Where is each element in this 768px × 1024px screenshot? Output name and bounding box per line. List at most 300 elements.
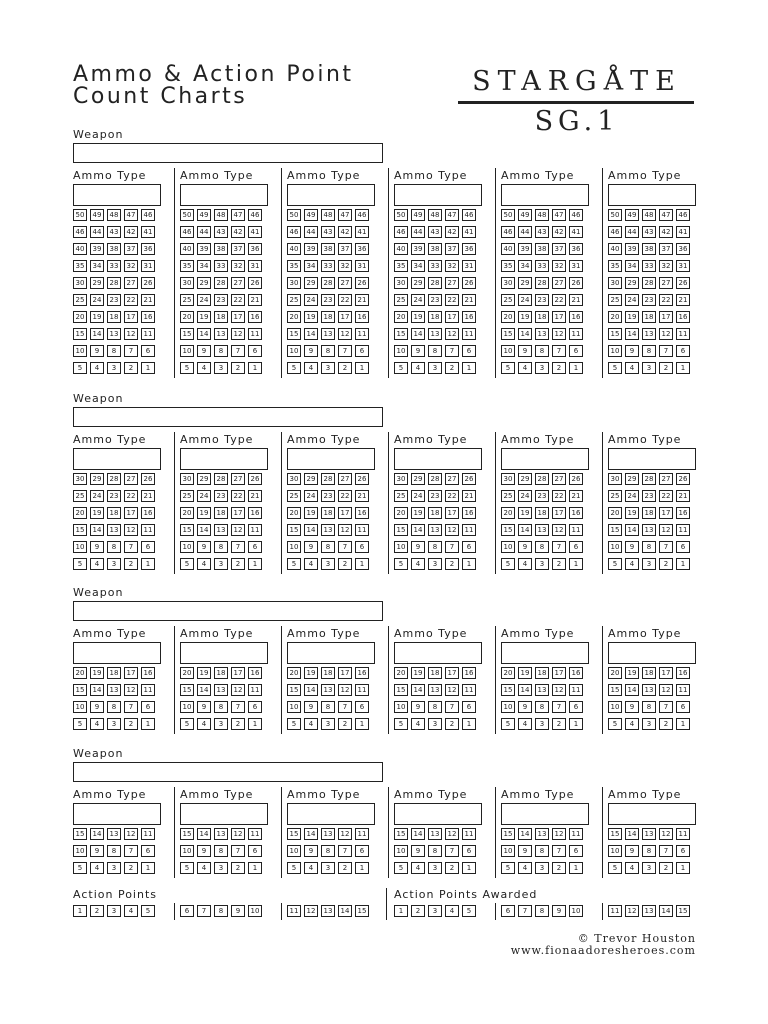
ammo-count-box[interactable]: 39: [90, 243, 104, 255]
ammo-count-box[interactable]: 7: [338, 345, 352, 357]
ammo-count-box[interactable]: 26: [248, 277, 262, 289]
ammo-count-box[interactable]: 4: [625, 862, 639, 874]
ammo-count-box[interactable]: 9: [518, 345, 532, 357]
ammo-count-box[interactable]: 20: [180, 507, 194, 519]
ammo-count-box[interactable]: 17: [338, 311, 352, 323]
ammo-count-box[interactable]: 17: [231, 311, 245, 323]
ammo-count-box[interactable]: 17: [445, 507, 459, 519]
ammo-count-box[interactable]: 4: [304, 558, 318, 570]
ammo-count-box[interactable]: 6: [248, 345, 262, 357]
ammo-count-box[interactable]: 10: [73, 701, 87, 713]
ammo-count-box[interactable]: 2: [552, 558, 566, 570]
ammo-count-box[interactable]: 9: [625, 345, 639, 357]
ammo-count-box[interactable]: 8: [214, 541, 228, 553]
ammo-count-box[interactable]: 40: [73, 243, 87, 255]
ammo-count-box[interactable]: 18: [428, 667, 442, 679]
ammo-count-box[interactable]: 6: [248, 845, 262, 857]
ammo-count-box[interactable]: 27: [338, 277, 352, 289]
ammo-count-box[interactable]: 11: [248, 328, 262, 340]
ammo-count-box[interactable]: 3: [214, 362, 228, 374]
ammo-count-box[interactable]: 4: [90, 862, 104, 874]
ammo-count-box[interactable]: 5: [180, 558, 194, 570]
ammo-count-box[interactable]: 9: [625, 541, 639, 553]
ammo-count-box[interactable]: 50: [73, 209, 87, 221]
ammo-count-box[interactable]: 6: [462, 541, 476, 553]
ammo-count-box[interactable]: 10: [180, 845, 194, 857]
ammo-count-box[interactable]: 6: [676, 345, 690, 357]
ammo-count-box[interactable]: 9: [411, 345, 425, 357]
ammo-count-box[interactable]: 4: [625, 362, 639, 374]
action-point-awarded-box[interactable]: 2: [411, 905, 425, 917]
ammo-count-box[interactable]: 9: [90, 845, 104, 857]
ammo-count-box[interactable]: 40: [394, 243, 408, 255]
ammo-count-box[interactable]: 15: [73, 328, 87, 340]
ammo-count-box[interactable]: 11: [676, 524, 690, 536]
ammo-count-box[interactable]: 1: [248, 362, 262, 374]
ammo-count-box[interactable]: 5: [180, 718, 194, 730]
ammo-count-box[interactable]: 2: [659, 362, 673, 374]
ammo-count-box[interactable]: 37: [445, 243, 459, 255]
ammo-count-box[interactable]: 20: [73, 311, 87, 323]
ammo-count-box[interactable]: 19: [90, 507, 104, 519]
ammo-count-box[interactable]: 28: [642, 473, 656, 485]
ammo-count-box[interactable]: 6: [462, 345, 476, 357]
ammo-count-box[interactable]: 5: [608, 718, 622, 730]
ammo-count-box[interactable]: 44: [90, 226, 104, 238]
ammo-count-box[interactable]: 38: [535, 243, 549, 255]
ammo-count-box[interactable]: 3: [107, 718, 121, 730]
ammo-type-field[interactable]: [73, 184, 161, 206]
ammo-count-box[interactable]: 21: [676, 294, 690, 306]
ammo-count-box[interactable]: 6: [676, 541, 690, 553]
ammo-count-box[interactable]: 1: [462, 362, 476, 374]
ammo-count-box[interactable]: 7: [124, 845, 138, 857]
ammo-count-box[interactable]: 7: [445, 845, 459, 857]
ammo-count-box[interactable]: 7: [445, 345, 459, 357]
ammo-count-box[interactable]: 7: [124, 541, 138, 553]
ammo-count-box[interactable]: 17: [231, 667, 245, 679]
ammo-count-box[interactable]: 12: [124, 328, 138, 340]
ammo-count-box[interactable]: 50: [180, 209, 194, 221]
ammo-count-box[interactable]: 7: [659, 701, 673, 713]
ammo-count-box[interactable]: 6: [462, 701, 476, 713]
ammo-count-box[interactable]: 6: [355, 541, 369, 553]
ammo-count-box[interactable]: 9: [625, 701, 639, 713]
ammo-count-box[interactable]: 43: [214, 226, 228, 238]
ammo-count-box[interactable]: 18: [107, 507, 121, 519]
ammo-count-box[interactable]: 20: [501, 507, 515, 519]
ammo-count-box[interactable]: 2: [659, 558, 673, 570]
ammo-count-box[interactable]: 2: [552, 862, 566, 874]
action-point-awarded-box[interactable]: 1: [394, 905, 408, 917]
ammo-count-box[interactable]: 12: [445, 328, 459, 340]
ammo-count-box[interactable]: 36: [462, 243, 476, 255]
ammo-count-box[interactable]: 7: [124, 345, 138, 357]
ammo-count-box[interactable]: 33: [428, 260, 442, 272]
ammo-count-box[interactable]: 46: [608, 226, 622, 238]
ammo-count-box[interactable]: 27: [124, 277, 138, 289]
ammo-count-box[interactable]: 14: [197, 828, 211, 840]
ammo-count-box[interactable]: 2: [124, 362, 138, 374]
ammo-count-box[interactable]: 21: [569, 490, 583, 502]
ammo-count-box[interactable]: 10: [608, 701, 622, 713]
ammo-count-box[interactable]: 1: [141, 718, 155, 730]
ammo-count-box[interactable]: 9: [518, 541, 532, 553]
ammo-count-box[interactable]: 15: [394, 328, 408, 340]
ammo-count-box[interactable]: 29: [90, 473, 104, 485]
ammo-count-box[interactable]: 17: [445, 311, 459, 323]
ammo-count-box[interactable]: 4: [625, 558, 639, 570]
ammo-count-box[interactable]: 3: [214, 558, 228, 570]
ammo-count-box[interactable]: 49: [625, 209, 639, 221]
ammo-count-box[interactable]: 14: [411, 328, 425, 340]
ammo-count-box[interactable]: 10: [73, 541, 87, 553]
ammo-type-field[interactable]: [73, 642, 161, 664]
ammo-count-box[interactable]: 12: [231, 684, 245, 696]
ammo-count-box[interactable]: 32: [552, 260, 566, 272]
ammo-count-box[interactable]: 11: [355, 328, 369, 340]
action-point-awarded-box[interactable]: 11: [608, 905, 622, 917]
ammo-count-box[interactable]: 24: [518, 490, 532, 502]
ammo-count-box[interactable]: 18: [428, 507, 442, 519]
ammo-count-box[interactable]: 21: [355, 490, 369, 502]
ammo-count-box[interactable]: 25: [501, 490, 515, 502]
ammo-count-box[interactable]: 2: [338, 558, 352, 570]
ammo-count-box[interactable]: 8: [428, 701, 442, 713]
ammo-count-box[interactable]: 11: [676, 328, 690, 340]
ammo-count-box[interactable]: 21: [141, 490, 155, 502]
ammo-count-box[interactable]: 23: [642, 294, 656, 306]
ammo-count-box[interactable]: 10: [394, 845, 408, 857]
ammo-count-box[interactable]: 8: [535, 701, 549, 713]
ammo-count-box[interactable]: 14: [518, 828, 532, 840]
ammo-count-box[interactable]: 1: [248, 862, 262, 874]
ammo-count-box[interactable]: 11: [248, 524, 262, 536]
ammo-count-box[interactable]: 7: [552, 701, 566, 713]
ammo-count-box[interactable]: 15: [180, 328, 194, 340]
action-point-awarded-box[interactable]: 7: [518, 905, 532, 917]
ammo-count-box[interactable]: 13: [642, 524, 656, 536]
ammo-count-box[interactable]: 11: [569, 684, 583, 696]
ammo-count-box[interactable]: 48: [321, 209, 335, 221]
ammo-count-box[interactable]: 12: [552, 328, 566, 340]
ammo-count-box[interactable]: 9: [411, 701, 425, 713]
action-point-box[interactable]: 8: [214, 905, 228, 917]
ammo-count-box[interactable]: 6: [462, 845, 476, 857]
ammo-count-box[interactable]: 11: [141, 828, 155, 840]
ammo-count-box[interactable]: 3: [535, 718, 549, 730]
ammo-count-box[interactable]: 28: [535, 473, 549, 485]
ammo-count-box[interactable]: 2: [231, 862, 245, 874]
ammo-count-box[interactable]: 11: [355, 524, 369, 536]
weapon-name-field[interactable]: [73, 762, 383, 782]
ammo-count-box[interactable]: 42: [659, 226, 673, 238]
ammo-count-box[interactable]: 10: [608, 345, 622, 357]
ammo-count-box[interactable]: 32: [124, 260, 138, 272]
ammo-count-box[interactable]: 26: [141, 277, 155, 289]
ammo-count-box[interactable]: 15: [394, 684, 408, 696]
action-point-box[interactable]: 11: [287, 905, 301, 917]
ammo-count-box[interactable]: 41: [248, 226, 262, 238]
ammo-count-box[interactable]: 14: [304, 328, 318, 340]
ammo-count-box[interactable]: 37: [338, 243, 352, 255]
ammo-count-box[interactable]: 13: [535, 524, 549, 536]
ammo-count-box[interactable]: 28: [428, 277, 442, 289]
ammo-count-box[interactable]: 5: [608, 862, 622, 874]
ammo-count-box[interactable]: 47: [552, 209, 566, 221]
ammo-count-box[interactable]: 44: [197, 226, 211, 238]
ammo-count-box[interactable]: 15: [608, 684, 622, 696]
ammo-count-box[interactable]: 43: [107, 226, 121, 238]
ammo-count-box[interactable]: 30: [73, 277, 87, 289]
ammo-count-box[interactable]: 19: [411, 311, 425, 323]
ammo-count-box[interactable]: 16: [248, 667, 262, 679]
ammo-count-box[interactable]: 15: [394, 828, 408, 840]
ammo-count-box[interactable]: 5: [73, 558, 87, 570]
ammo-count-box[interactable]: 17: [338, 507, 352, 519]
ammo-count-box[interactable]: 4: [304, 718, 318, 730]
ammo-count-box[interactable]: 19: [90, 667, 104, 679]
action-point-box[interactable]: 9: [231, 905, 245, 917]
ammo-count-box[interactable]: 34: [90, 260, 104, 272]
ammo-type-field[interactable]: [287, 184, 375, 206]
ammo-count-box[interactable]: 35: [73, 260, 87, 272]
ammo-count-box[interactable]: 31: [676, 260, 690, 272]
ammo-count-box[interactable]: 3: [107, 862, 121, 874]
ammo-count-box[interactable]: 24: [411, 490, 425, 502]
ammo-count-box[interactable]: 16: [355, 667, 369, 679]
ammo-count-box[interactable]: 33: [107, 260, 121, 272]
ammo-count-box[interactable]: 3: [428, 362, 442, 374]
ammo-count-box[interactable]: 10: [501, 701, 515, 713]
ammo-count-box[interactable]: 2: [552, 718, 566, 730]
ammo-count-box[interactable]: 44: [518, 226, 532, 238]
ammo-type-field[interactable]: [394, 803, 482, 825]
ammo-count-box[interactable]: 17: [338, 667, 352, 679]
ammo-count-box[interactable]: 6: [676, 845, 690, 857]
ammo-count-box[interactable]: 12: [231, 524, 245, 536]
ammo-count-box[interactable]: 46: [462, 209, 476, 221]
ammo-count-box[interactable]: 30: [394, 473, 408, 485]
ammo-count-box[interactable]: 23: [428, 294, 442, 306]
ammo-type-field[interactable]: [501, 642, 589, 664]
ammo-count-box[interactable]: 18: [642, 667, 656, 679]
ammo-count-box[interactable]: 7: [659, 845, 673, 857]
ammo-count-box[interactable]: 4: [625, 718, 639, 730]
ammo-count-box[interactable]: 18: [321, 667, 335, 679]
ammo-count-box[interactable]: 13: [214, 684, 228, 696]
ammo-count-box[interactable]: 13: [321, 684, 335, 696]
ammo-count-box[interactable]: 7: [338, 845, 352, 857]
ammo-count-box[interactable]: 12: [124, 524, 138, 536]
ammo-count-box[interactable]: 1: [676, 362, 690, 374]
ammo-count-box[interactable]: 20: [394, 507, 408, 519]
action-point-awarded-box[interactable]: 6: [501, 905, 515, 917]
ammo-count-box[interactable]: 30: [501, 277, 515, 289]
ammo-count-box[interactable]: 38: [642, 243, 656, 255]
ammo-count-box[interactable]: 9: [90, 701, 104, 713]
ammo-count-box[interactable]: 20: [501, 667, 515, 679]
ammo-count-box[interactable]: 9: [197, 845, 211, 857]
ammo-count-box[interactable]: 5: [501, 862, 515, 874]
ammo-count-box[interactable]: 6: [569, 541, 583, 553]
ammo-count-box[interactable]: 40: [180, 243, 194, 255]
ammo-count-box[interactable]: 18: [214, 311, 228, 323]
ammo-count-box[interactable]: 4: [518, 362, 532, 374]
ammo-count-box[interactable]: 46: [501, 226, 515, 238]
ammo-count-box[interactable]: 35: [394, 260, 408, 272]
ammo-count-box[interactable]: 49: [90, 209, 104, 221]
ammo-count-box[interactable]: 19: [197, 667, 211, 679]
ammo-count-box[interactable]: 7: [659, 345, 673, 357]
ammo-count-box[interactable]: 48: [642, 209, 656, 221]
ammo-count-box[interactable]: 12: [659, 524, 673, 536]
ammo-count-box[interactable]: 2: [338, 862, 352, 874]
ammo-count-box[interactable]: 11: [462, 328, 476, 340]
ammo-count-box[interactable]: 42: [124, 226, 138, 238]
ammo-count-box[interactable]: 29: [625, 277, 639, 289]
ammo-count-box[interactable]: 6: [676, 701, 690, 713]
ammo-count-box[interactable]: 24: [304, 294, 318, 306]
ammo-count-box[interactable]: 13: [107, 684, 121, 696]
ammo-count-box[interactable]: 29: [518, 277, 532, 289]
action-point-awarded-box[interactable]: 15: [676, 905, 690, 917]
ammo-count-box[interactable]: 4: [304, 362, 318, 374]
ammo-count-box[interactable]: 13: [107, 524, 121, 536]
ammo-count-box[interactable]: 11: [248, 828, 262, 840]
ammo-count-box[interactable]: 21: [462, 490, 476, 502]
ammo-count-box[interactable]: 15: [287, 828, 301, 840]
ammo-count-box[interactable]: 16: [569, 507, 583, 519]
ammo-count-box[interactable]: 17: [124, 311, 138, 323]
ammo-count-box[interactable]: 37: [552, 243, 566, 255]
ammo-count-box[interactable]: 6: [569, 701, 583, 713]
ammo-count-box[interactable]: 37: [659, 243, 673, 255]
ammo-count-box[interactable]: 17: [659, 667, 673, 679]
ammo-count-box[interactable]: 3: [428, 862, 442, 874]
ammo-count-box[interactable]: 8: [107, 845, 121, 857]
ammo-count-box[interactable]: 8: [321, 541, 335, 553]
ammo-count-box[interactable]: 29: [90, 277, 104, 289]
ammo-count-box[interactable]: 30: [73, 473, 87, 485]
ammo-count-box[interactable]: 15: [73, 828, 87, 840]
ammo-count-box[interactable]: 11: [569, 524, 583, 536]
ammo-count-box[interactable]: 13: [107, 828, 121, 840]
ammo-count-box[interactable]: 16: [676, 667, 690, 679]
ammo-count-box[interactable]: 32: [338, 260, 352, 272]
ammo-count-box[interactable]: 18: [321, 507, 335, 519]
ammo-count-box[interactable]: 14: [304, 828, 318, 840]
ammo-count-box[interactable]: 13: [535, 828, 549, 840]
ammo-count-box[interactable]: 12: [338, 328, 352, 340]
ammo-count-box[interactable]: 44: [304, 226, 318, 238]
ammo-count-box[interactable]: 1: [141, 362, 155, 374]
ammo-count-box[interactable]: 4: [518, 862, 532, 874]
ammo-count-box[interactable]: 14: [625, 328, 639, 340]
ammo-count-box[interactable]: 16: [569, 667, 583, 679]
ammo-count-box[interactable]: 41: [462, 226, 476, 238]
ammo-count-box[interactable]: 20: [608, 667, 622, 679]
ammo-count-box[interactable]: 30: [287, 473, 301, 485]
ammo-count-box[interactable]: 3: [214, 862, 228, 874]
ammo-count-box[interactable]: 16: [141, 507, 155, 519]
ammo-type-field[interactable]: [394, 184, 482, 206]
ammo-count-box[interactable]: 4: [197, 362, 211, 374]
ammo-count-box[interactable]: 5: [394, 862, 408, 874]
ammo-count-box[interactable]: 5: [501, 718, 515, 730]
ammo-count-box[interactable]: 7: [231, 845, 245, 857]
ammo-count-box[interactable]: 11: [462, 828, 476, 840]
ammo-count-box[interactable]: 4: [90, 718, 104, 730]
ammo-count-box[interactable]: 25: [394, 490, 408, 502]
ammo-count-box[interactable]: 11: [141, 684, 155, 696]
ammo-count-box[interactable]: 19: [197, 507, 211, 519]
ammo-count-box[interactable]: 3: [321, 862, 335, 874]
ammo-count-box[interactable]: 11: [676, 684, 690, 696]
ammo-count-box[interactable]: 10: [73, 345, 87, 357]
ammo-count-box[interactable]: 2: [231, 362, 245, 374]
ammo-count-box[interactable]: 28: [107, 277, 121, 289]
ammo-count-box[interactable]: 19: [90, 311, 104, 323]
ammo-count-box[interactable]: 27: [445, 277, 459, 289]
ammo-count-box[interactable]: 31: [141, 260, 155, 272]
ammo-count-box[interactable]: 10: [287, 701, 301, 713]
ammo-count-box[interactable]: 28: [428, 473, 442, 485]
action-point-box[interactable]: 2: [90, 905, 104, 917]
ammo-count-box[interactable]: 47: [445, 209, 459, 221]
ammo-type-field[interactable]: [394, 642, 482, 664]
ammo-count-box[interactable]: 14: [197, 328, 211, 340]
ammo-count-box[interactable]: 19: [304, 311, 318, 323]
ammo-count-box[interactable]: 8: [642, 345, 656, 357]
ammo-count-box[interactable]: 46: [569, 209, 583, 221]
ammo-count-box[interactable]: 13: [321, 524, 335, 536]
ammo-count-box[interactable]: 25: [180, 490, 194, 502]
ammo-count-box[interactable]: 4: [411, 558, 425, 570]
ammo-count-box[interactable]: 25: [73, 294, 87, 306]
ammo-count-box[interactable]: 18: [321, 311, 335, 323]
ammo-count-box[interactable]: 3: [428, 718, 442, 730]
ammo-count-box[interactable]: 12: [659, 684, 673, 696]
ammo-type-field[interactable]: [73, 803, 161, 825]
ammo-count-box[interactable]: 46: [355, 209, 369, 221]
ammo-count-box[interactable]: 15: [180, 524, 194, 536]
ammo-count-box[interactable]: 16: [248, 311, 262, 323]
ammo-count-box[interactable]: 12: [552, 524, 566, 536]
ammo-count-box[interactable]: 9: [518, 701, 532, 713]
ammo-count-box[interactable]: 5: [73, 718, 87, 730]
ammo-count-box[interactable]: 4: [197, 558, 211, 570]
ammo-count-box[interactable]: 12: [338, 524, 352, 536]
ammo-count-box[interactable]: 19: [304, 507, 318, 519]
ammo-count-box[interactable]: 7: [338, 701, 352, 713]
ammo-count-box[interactable]: 6: [248, 541, 262, 553]
ammo-count-box[interactable]: 47: [338, 209, 352, 221]
ammo-count-box[interactable]: 19: [518, 507, 532, 519]
ammo-count-box[interactable]: 44: [625, 226, 639, 238]
ammo-count-box[interactable]: 36: [141, 243, 155, 255]
ammo-count-box[interactable]: 5: [501, 558, 515, 570]
ammo-count-box[interactable]: 3: [428, 558, 442, 570]
ammo-type-field[interactable]: [608, 642, 696, 664]
ammo-count-box[interactable]: 10: [287, 345, 301, 357]
ammo-count-box[interactable]: 1: [462, 558, 476, 570]
ammo-count-box[interactable]: 27: [552, 277, 566, 289]
ammo-count-box[interactable]: 34: [625, 260, 639, 272]
ammo-count-box[interactable]: 18: [642, 311, 656, 323]
ammo-count-box[interactable]: 13: [214, 524, 228, 536]
ammo-count-box[interactable]: 24: [197, 490, 211, 502]
